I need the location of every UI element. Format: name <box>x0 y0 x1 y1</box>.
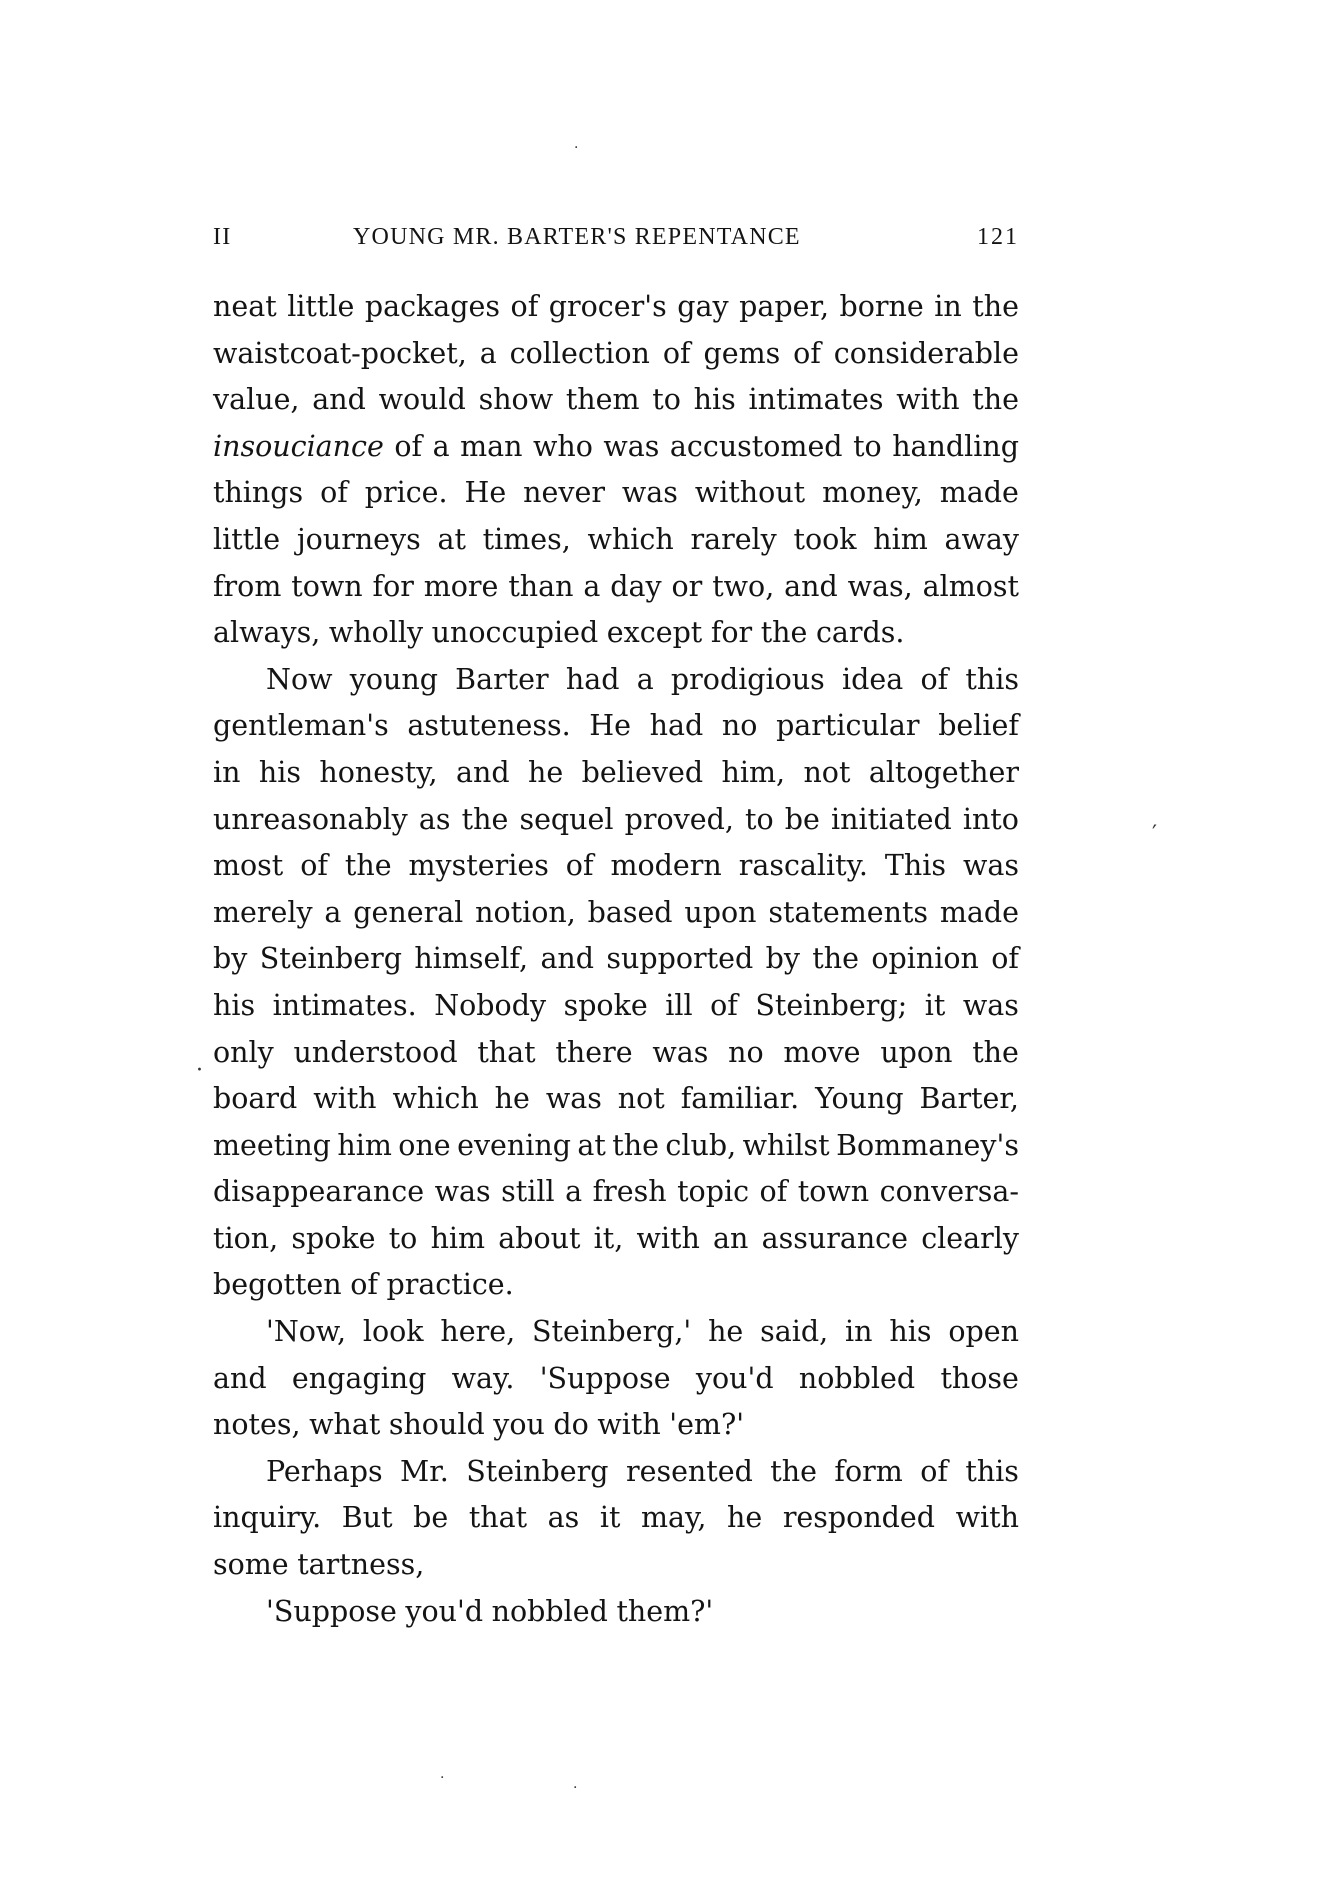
word: of <box>350 1268 378 1302</box>
word: familiar. <box>680 1082 800 1116</box>
word: more <box>423 569 499 603</box>
word: form <box>834 1454 903 1488</box>
stray-mark: · <box>574 140 579 156</box>
word: spoke <box>291 1221 376 1255</box>
word: of <box>662 336 691 370</box>
text-line <box>213 1216 1019 1263</box>
word: what <box>309 1408 381 1442</box>
text-line <box>213 1123 1019 1170</box>
word: of <box>510 290 539 323</box>
word: was <box>434 1175 491 1209</box>
word: conversa- <box>879 1175 1019 1209</box>
word: of <box>920 1454 948 1488</box>
word: made <box>939 895 1019 929</box>
text-line <box>213 1356 1019 1403</box>
word: he <box>708 1315 744 1349</box>
text-line <box>213 1309 1019 1356</box>
word: there <box>555 1035 633 1069</box>
word: man <box>460 429 523 463</box>
word: assurance <box>761 1221 909 1255</box>
word: may, <box>641 1501 707 1535</box>
word: never <box>523 476 605 510</box>
word: little <box>287 290 355 323</box>
word: the <box>612 1128 659 1162</box>
word: little <box>213 522 281 556</box>
word: considerable <box>833 336 1019 370</box>
word: Perhaps <box>266 1454 383 1488</box>
word: notes, <box>213 1408 301 1442</box>
word: accustomed <box>669 429 843 463</box>
word: with <box>955 1501 1019 1535</box>
word: his <box>213 988 256 1022</box>
word: of <box>710 988 738 1022</box>
word: took <box>793 522 857 556</box>
text-line <box>213 377 1019 424</box>
word: young <box>349 662 438 696</box>
text-line <box>213 1169 1019 1216</box>
word: paper, <box>739 290 830 323</box>
text-line <box>213 470 1019 517</box>
word: of <box>300 849 328 883</box>
word: modern <box>610 849 722 883</box>
word: He <box>464 476 507 510</box>
word: the <box>461 802 509 836</box>
word: idea <box>842 662 904 696</box>
word: nobbled <box>491 1594 608 1628</box>
word: would <box>378 383 466 417</box>
word: neat <box>213 290 277 323</box>
word: meeting <box>213 1128 331 1162</box>
word: it <box>599 1501 621 1535</box>
word: initiated <box>831 802 952 836</box>
word: the <box>760 616 808 650</box>
word: believed <box>581 755 704 789</box>
word: the <box>812 942 859 976</box>
word: statements <box>768 895 929 929</box>
word: was <box>962 849 1019 883</box>
stray-mark: ′ <box>1152 822 1157 847</box>
word: the <box>972 383 1019 417</box>
word: you'd <box>695 1361 774 1395</box>
stray-mark: · <box>573 1780 578 1796</box>
word: topic <box>677 1175 750 1209</box>
word: in <box>213 755 241 789</box>
word: Steinberg; <box>755 988 908 1022</box>
word: waistcoat-pocket, <box>213 336 467 370</box>
word: Barter, <box>919 1082 1019 1116</box>
text-line <box>213 564 1019 611</box>
word: was <box>545 1082 602 1116</box>
word: of <box>759 1175 788 1209</box>
text-line <box>213 1589 1019 1636</box>
word: with <box>597 1408 661 1442</box>
text-line <box>213 936 1019 983</box>
word: practice. <box>386 1268 514 1302</box>
word: spoke <box>563 988 648 1022</box>
word: show <box>478 383 554 417</box>
word: Young <box>815 1082 904 1116</box>
word: merely <box>213 895 313 929</box>
word: a <box>324 895 342 929</box>
text-line <box>213 750 1019 797</box>
word: price. <box>364 476 448 510</box>
word: by <box>765 942 800 976</box>
word: This <box>884 849 947 883</box>
word: his <box>693 383 736 417</box>
word: a <box>565 1175 583 1209</box>
word: prodigious <box>670 662 825 696</box>
word: sequel <box>519 802 614 836</box>
word: you'd <box>405 1594 484 1628</box>
text-line <box>213 983 1019 1030</box>
text-line <box>213 1030 1019 1077</box>
word: was, <box>847 569 913 603</box>
word: two, <box>712 569 775 603</box>
word: he <box>494 1082 530 1116</box>
word: which <box>392 1082 479 1116</box>
word: into <box>962 802 1019 836</box>
word: 'Suppose <box>539 1361 671 1395</box>
word: away <box>944 522 1019 556</box>
word: open <box>948 1315 1019 1349</box>
word: intimates. <box>272 988 417 1022</box>
word: Mr. <box>400 1454 449 1488</box>
word: a <box>636 662 654 696</box>
word: town <box>291 569 363 603</box>
word: move <box>783 1035 861 1069</box>
text-line <box>213 1449 1019 1496</box>
running-head <box>213 224 1019 256</box>
word: said, <box>760 1315 829 1349</box>
word: or <box>671 569 703 603</box>
word: of <box>920 662 949 696</box>
word: and <box>213 1361 267 1395</box>
word: he <box>528 755 564 789</box>
word: had <box>565 662 620 696</box>
word: 'Now, <box>266 1315 347 1349</box>
word: them?' <box>616 1594 714 1628</box>
word: a <box>583 569 601 603</box>
text-line <box>213 1495 1019 1542</box>
text-line <box>213 1262 1019 1309</box>
word: rascality. <box>738 849 868 883</box>
word: without <box>694 476 806 510</box>
word: unoccupied <box>431 616 599 650</box>
word: unreasonably <box>213 802 408 836</box>
word: mysteries <box>408 849 549 883</box>
word: tion, <box>213 1221 279 1255</box>
word: handling <box>892 429 1019 463</box>
word: some <box>213 1548 289 1582</box>
word: gentleman's <box>213 709 389 743</box>
word: him, <box>721 755 786 789</box>
word: value, <box>213 383 300 417</box>
running-title: YOUNG MR. BARTER'S REPENTANCE <box>353 224 801 250</box>
word: Bommaney's <box>836 1128 1019 1162</box>
word: from <box>213 569 282 603</box>
word: town <box>797 1175 870 1209</box>
word: that <box>468 1501 528 1535</box>
word: He <box>589 709 632 743</box>
word: to <box>388 1221 418 1255</box>
word: of <box>565 849 594 883</box>
word: the <box>770 1454 817 1488</box>
word: times, <box>482 522 571 556</box>
word: you <box>493 1408 545 1442</box>
text-line <box>213 657 1019 704</box>
stray-mark: · <box>440 1770 445 1786</box>
word: begotten <box>213 1268 342 1302</box>
word: wholly <box>328 616 424 650</box>
word: of <box>394 429 423 463</box>
word: was <box>652 1035 709 1069</box>
word: only <box>213 1035 274 1069</box>
word: supported <box>606 942 754 976</box>
word: of <box>320 476 348 510</box>
word: him <box>873 522 928 556</box>
word: made <box>939 476 1019 510</box>
text-line <box>213 331 1019 378</box>
word: himself, <box>414 942 529 976</box>
word: who <box>532 429 593 463</box>
word: particular <box>776 709 920 743</box>
word: still <box>501 1175 555 1209</box>
word: notion, <box>475 895 576 929</box>
word: Steinberg <box>259 942 403 976</box>
word: gems <box>703 336 781 370</box>
word: club, <box>665 1128 737 1162</box>
stray-mark: · <box>196 1058 203 1083</box>
word: proved, <box>624 802 734 836</box>
word: 'Suppose <box>266 1594 397 1628</box>
word: it <box>924 988 946 1022</box>
word: no <box>728 1035 764 1069</box>
word: But <box>341 1501 393 1535</box>
word: understood <box>293 1035 458 1069</box>
word: by <box>213 942 248 976</box>
word: board <box>213 1082 298 1116</box>
word: be <box>784 802 820 836</box>
word: Now <box>266 662 333 696</box>
word: the <box>344 849 392 883</box>
text-line <box>213 517 1019 564</box>
word: clearly <box>921 1221 1019 1255</box>
word: fresh <box>592 1175 667 1209</box>
word: as <box>418 802 451 836</box>
word: and <box>312 383 366 417</box>
word: belief <box>938 709 1019 743</box>
word: than <box>508 569 574 603</box>
word: not <box>803 755 851 789</box>
word: packages <box>364 290 501 323</box>
word: him <box>337 1128 392 1162</box>
word: was <box>621 476 678 510</box>
word: Steinberg,' <box>532 1315 692 1349</box>
word: tartness, <box>297 1548 425 1582</box>
text-line <box>213 610 1019 657</box>
word: general <box>353 895 464 929</box>
word: inquiry. <box>213 1501 322 1535</box>
word: engaging <box>291 1361 427 1395</box>
word: things <box>213 476 304 510</box>
word: to <box>853 429 882 463</box>
word: not <box>617 1082 665 1116</box>
word: collection <box>509 336 650 370</box>
text-line <box>213 1542 1019 1589</box>
word: intimates <box>748 383 884 417</box>
word: in <box>934 290 962 323</box>
word: he <box>727 1501 763 1535</box>
word: should <box>388 1408 485 1442</box>
word: no <box>721 709 758 743</box>
word: based <box>587 895 673 929</box>
word: cards. <box>815 616 905 650</box>
word: his <box>258 755 301 789</box>
word: Steinberg <box>466 1454 609 1488</box>
word: for <box>372 569 414 603</box>
word: do <box>553 1408 589 1442</box>
text-line <box>213 284 1019 331</box>
word: him <box>430 1221 486 1255</box>
word: to <box>652 383 681 417</box>
word: one <box>398 1128 451 1162</box>
word: with <box>636 1221 700 1255</box>
word: this <box>965 662 1019 696</box>
word: day <box>610 569 662 603</box>
word: this <box>965 1454 1019 1488</box>
text-line <box>213 797 1019 844</box>
word: upon <box>684 895 757 929</box>
text-line <box>213 1402 1019 1449</box>
word: them <box>565 383 640 417</box>
word: with <box>896 383 960 417</box>
word: to <box>745 802 774 836</box>
page-number: 121 <box>977 224 1019 250</box>
word: and <box>784 569 838 603</box>
chapter-number: II <box>213 224 232 250</box>
word: evening <box>457 1128 571 1162</box>
word: as <box>547 1501 580 1535</box>
word: about <box>498 1221 581 1255</box>
word: upon <box>880 1035 953 1069</box>
word: except <box>606 616 703 650</box>
word: rarely <box>690 522 777 556</box>
word: journeys <box>296 522 421 556</box>
word: honesty, <box>319 755 438 789</box>
word: opinion <box>871 942 979 976</box>
text-line <box>213 890 1019 937</box>
word: Nobody <box>434 988 547 1022</box>
text-line <box>213 1076 1019 1123</box>
word: be <box>413 1501 449 1535</box>
word: insouciance <box>213 429 384 463</box>
word: borne <box>839 290 924 323</box>
word: nobbled <box>798 1361 916 1395</box>
word: 'em?' <box>669 1408 745 1442</box>
word: was <box>962 988 1019 1022</box>
word: whilst <box>742 1128 830 1162</box>
word: look <box>362 1315 424 1349</box>
word: that <box>477 1035 536 1069</box>
word: those <box>940 1361 1019 1395</box>
word: way. <box>451 1361 515 1395</box>
word: at <box>437 522 466 556</box>
word: almost <box>922 569 1019 603</box>
word: was <box>603 429 660 463</box>
word: the <box>972 1035 1019 1069</box>
word: and <box>540 942 595 976</box>
word: his <box>889 1315 932 1349</box>
word: a <box>479 336 497 370</box>
word: which <box>587 522 674 556</box>
word: and <box>456 755 510 789</box>
word: astuteness. <box>407 709 571 743</box>
word: money, <box>822 476 923 510</box>
word: here, <box>440 1315 516 1349</box>
word: in <box>845 1315 873 1349</box>
body-text <box>213 284 1019 1635</box>
word: altogether <box>868 755 1019 789</box>
word: of <box>991 942 1019 976</box>
word: it, <box>593 1221 624 1255</box>
word: the <box>972 290 1019 323</box>
text-line <box>213 703 1019 750</box>
word: for <box>710 616 753 650</box>
word: at <box>577 1128 606 1162</box>
word: grocer's <box>548 290 667 323</box>
word: responded <box>782 1501 936 1535</box>
text-line <box>213 843 1019 890</box>
word: a <box>432 429 450 463</box>
word: resented <box>625 1454 753 1488</box>
word: with <box>313 1082 377 1116</box>
word: an <box>713 1221 749 1255</box>
word: most <box>213 849 284 883</box>
word: gay <box>677 290 729 323</box>
word: disappearance <box>213 1175 425 1209</box>
word: Barter <box>455 662 549 696</box>
word: of <box>793 336 821 370</box>
word: always, <box>213 616 321 650</box>
word: ill <box>665 988 693 1022</box>
text-line <box>213 424 1019 471</box>
word: had <box>649 709 704 743</box>
